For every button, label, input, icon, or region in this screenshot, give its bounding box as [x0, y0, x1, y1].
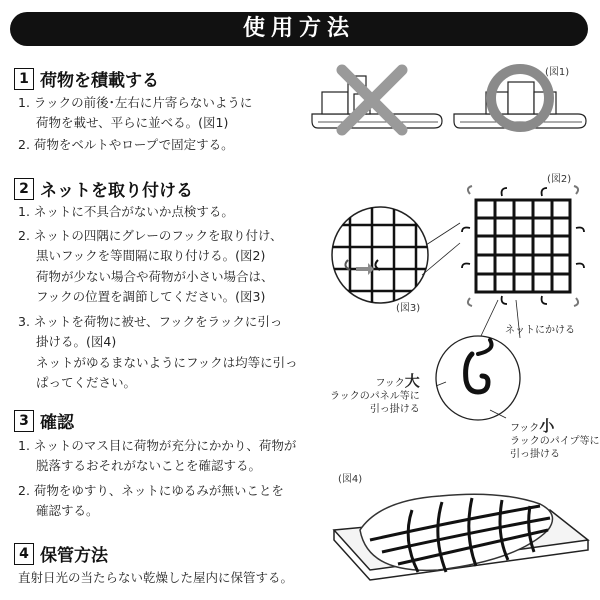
hook-large-label: フック大 ラックのパネル等に 引っ掛ける — [330, 372, 420, 415]
section-1-title — [14, 66, 159, 91]
fig1-ok-illustration — [452, 64, 592, 136]
section-heading: 保管方法 — [40, 546, 108, 566]
step-2-2: 2. ネットの四隅にグレーのフックを取り付け、 黒いフックを等間隔に取り付ける。(図2) — [18, 228, 283, 263]
hook-net-label: ネットにかける — [505, 325, 575, 336]
step-3-1: 1. ネットのマス目に荷物が充分にかかり、荷物が 脱落するおそれがないことを確認する。 — [18, 438, 297, 473]
fig4-label: (図4) — [338, 474, 363, 485]
hook-small-label: フック小 ラックのパイプ等に 引っ掛ける — [510, 417, 600, 460]
section-number: 2 — [14, 178, 34, 200]
step-3-2: 2. 荷物をゆすり、ネットにゆるみが無いことを 確認する。 — [18, 483, 284, 518]
fig1-label: (図1) — [545, 67, 570, 78]
section-3-title — [14, 408, 74, 433]
section-heading: 荷物を積載する — [40, 71, 159, 91]
step-2-3: 3. ネットを荷物に被せ、フックをラックに引っ 掛ける。(図4) — [18, 314, 283, 349]
section-4-title — [14, 541, 108, 566]
section-number: 1 — [14, 68, 34, 90]
storage-text: 直射日光の当たらない乾燥した屋内に保管する。 — [18, 570, 294, 585]
page-title: 使用方法 — [242, 16, 355, 41]
fig3-label: (図3) — [396, 303, 421, 314]
step-2-1: 1. ネットに不具合がないか点検する。 — [18, 204, 234, 219]
page-header — [10, 12, 588, 46]
step-2-3-note: ネットがゆるまないようにフックは均等に引っ ぱってください。 — [36, 355, 298, 390]
fig2-label: (図2) — [547, 174, 572, 185]
fig1-ng-illustration — [310, 64, 450, 136]
fig3-zoom-illustration — [330, 205, 530, 315]
step-1-1: 1. ラックの前後･左右に片寄らないように 荷物を載せ、平らに並べる。(図1) — [18, 95, 253, 130]
fig4-cargo-illustration — [330, 470, 592, 590]
section-2-title — [14, 176, 193, 201]
section-number: 4 — [14, 543, 34, 565]
step-1-2: 2. 荷物をベルトやロープで固定する。 — [18, 137, 234, 152]
section-number: 3 — [14, 410, 34, 432]
section-heading: 確認 — [40, 413, 74, 433]
section-heading: ネットを取り付ける — [40, 181, 193, 201]
step-2-2-note: 荷物が少ない場合や荷物が小さい場合は、 フックの位置を調節してください。(図3) — [36, 269, 274, 304]
